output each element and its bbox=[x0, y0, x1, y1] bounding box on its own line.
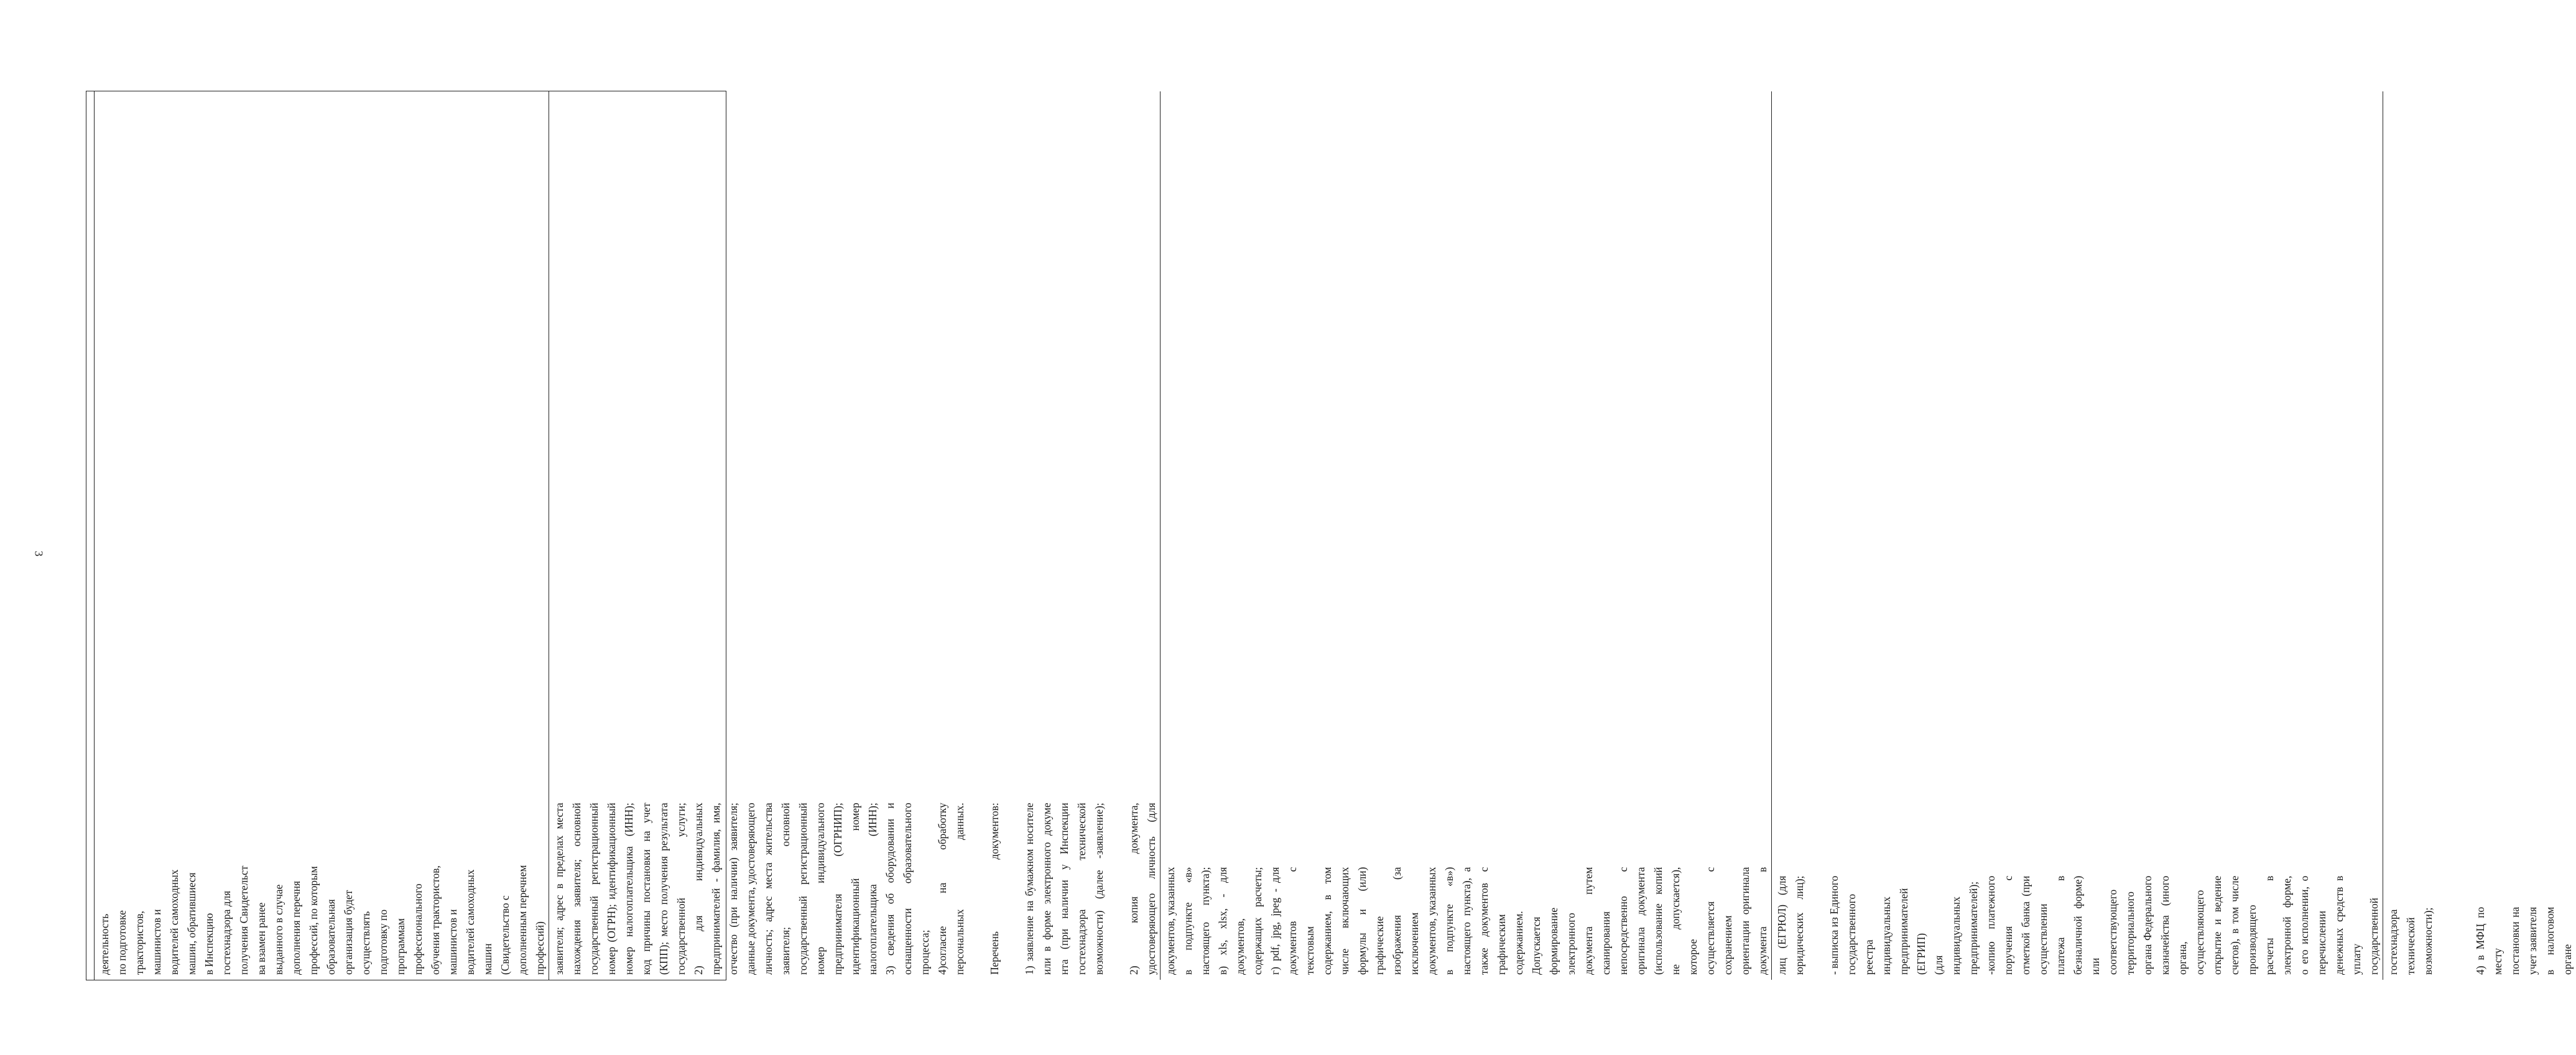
cell-text-line: документов, bbox=[1234, 918, 1246, 975]
cell-text-line: графические bbox=[1373, 916, 1386, 975]
cell-text-line: открытие и ведение bbox=[2211, 875, 2223, 975]
cell-text-line: дополненным перечнем bbox=[516, 865, 529, 975]
cell-text-line: машинистов и bbox=[447, 909, 459, 975]
cell-text-line: документа в bbox=[1756, 867, 1769, 975]
cell-text-line: в налоговом bbox=[2544, 906, 2556, 975]
cell-text-line: реестра bbox=[1863, 939, 1875, 975]
cell-submission-places bbox=[2383, 902, 2576, 980]
cell-text-line: ориентации оригинала bbox=[1739, 867, 1751, 975]
cell-text-line: сохранением bbox=[1721, 915, 1734, 975]
cell-text-line: код причины постановки на учет bbox=[640, 803, 652, 975]
cell-text-line: уплату bbox=[2350, 943, 2363, 975]
cell-text-line: деятельность bbox=[98, 913, 111, 975]
cell-text-line: предпринимателей bbox=[1897, 888, 1910, 975]
cell-text-line: 2) копия документа, bbox=[1128, 803, 1140, 975]
cell-text-line: осуществляющего bbox=[2194, 890, 2206, 975]
blank-line bbox=[968, 803, 986, 975]
cell-text-line: государственный регистрационный bbox=[797, 803, 809, 975]
cell-text-line: постановки на bbox=[2509, 906, 2521, 975]
cell-text-line: по подготовке bbox=[116, 910, 128, 975]
cell-text-line: учет заявителя bbox=[2526, 906, 2539, 975]
cell-text-line: гостехнадзора для bbox=[220, 890, 233, 975]
cell-text-line: возможности) (далее -заявление); bbox=[1093, 803, 1105, 975]
cell-text-line: индивидуальных bbox=[1950, 896, 1962, 975]
cell-text-line: органа, bbox=[2176, 941, 2189, 975]
cell-text-line: юридических лиц); bbox=[1793, 875, 1805, 975]
cell-text-line: документов, указанных bbox=[1164, 867, 1177, 975]
cell-text-line: в подпункте «в») bbox=[1443, 867, 1455, 975]
cell-text-line: территориального bbox=[2124, 891, 2136, 975]
cell-text-line: налогоплательщика (ИНН); bbox=[866, 803, 879, 975]
cell-text-line: Допускается bbox=[1530, 916, 1542, 975]
cell-text-line: или bbox=[2089, 957, 2101, 975]
table-row-registry-extracts bbox=[1772, 91, 2383, 980]
cell-text-line: электронного bbox=[1565, 913, 1577, 975]
page-number: 3 bbox=[32, 551, 45, 556]
cell-text-line: производящего bbox=[2246, 905, 2258, 975]
cell-text-line: дополнения перечня bbox=[290, 880, 302, 975]
cell-text-line: нта (при наличии у Инспекции bbox=[1058, 803, 1070, 975]
cell-text-line: отчество (при наличии) заявителя; bbox=[727, 803, 739, 975]
cell-text-line: оснащенности образовательного bbox=[901, 803, 914, 975]
cell-text-line: заявителя; основной bbox=[779, 803, 792, 975]
cell-text-line: которое bbox=[1687, 939, 1699, 975]
cell-text-line: г) pdf, jpg, jpeg - для bbox=[1269, 867, 1281, 975]
cell-text-line: предпринимателя (ОГРНИП); bbox=[832, 803, 844, 975]
cell-text-line: в) xls, xlsx, - для bbox=[1216, 867, 1229, 975]
cell-text-line: в Инспекцию bbox=[203, 913, 215, 975]
table-row-submission-places bbox=[2383, 91, 2576, 980]
cell-text-line: получения Свидетельст bbox=[238, 865, 250, 975]
cell-text-line: удостоверяющего личность (для bbox=[1145, 803, 1157, 975]
cell-text-line: предпринимателей); bbox=[1967, 881, 1980, 975]
cell-text-line: технической bbox=[2404, 917, 2417, 975]
cell-text-line: (для bbox=[1932, 955, 1945, 975]
cell-text-line: профессий) bbox=[534, 921, 546, 975]
cell-text-line: 1) заявление на бумажном носителе bbox=[1023, 803, 1035, 975]
cell-text-line: сканирования bbox=[1600, 911, 1612, 975]
blank-line bbox=[2454, 907, 2472, 975]
cell-text-line: возможности); bbox=[2422, 907, 2434, 975]
cell-text-line: профессионального bbox=[412, 883, 424, 975]
cell-text-line: платежа в bbox=[2054, 875, 2067, 975]
cell-text-line: счетов), в том числе bbox=[2228, 875, 2241, 975]
cell-text-line: (КПП); место получения результата bbox=[657, 803, 670, 975]
cell-text-line: подготовку по bbox=[377, 909, 389, 975]
cell-text-line: отметкой банка (при bbox=[2019, 875, 2032, 975]
cell-text-line: текстовым bbox=[1304, 926, 1316, 975]
cell-text-line: ва взамен ранее bbox=[255, 902, 267, 975]
cell-text-line: настоящего пункта), а bbox=[1460, 867, 1473, 975]
cell-text-line: трактористов, bbox=[133, 911, 146, 975]
cell-text-line: содержанием. bbox=[1513, 911, 1525, 975]
cell-registry-extracts bbox=[1772, 871, 2383, 980]
cell-text-line: графическим bbox=[1495, 914, 1508, 975]
cell-text-line: -копию платежного bbox=[1985, 875, 1997, 975]
cell-text-line: (Свидетельство с bbox=[499, 895, 511, 975]
cell-text-line: о его исполнении, о bbox=[2298, 875, 2310, 975]
cell-text-line: идентификационный номер bbox=[849, 803, 861, 975]
cell-text-line: государственного bbox=[1845, 893, 1858, 975]
cell-text-line: образовательная bbox=[325, 899, 337, 975]
cell-text-line: гостехнадзора технической bbox=[1075, 803, 1088, 975]
table-row-applicants bbox=[95, 91, 549, 980]
cell-text-line: лиц (ЕГРЮЛ) (для bbox=[1776, 875, 1788, 975]
cell-text-line: или в форме электронного докуме bbox=[1040, 803, 1053, 975]
cell-text-line: водителей самоходных bbox=[168, 869, 180, 975]
cell-text-line: номер налогоплательщика (ИНН); bbox=[623, 803, 635, 975]
cell-text-line: машинистов и bbox=[151, 909, 163, 975]
services-table bbox=[86, 91, 2574, 980]
cell-text-line: (ЕГРИП) bbox=[1915, 933, 1927, 975]
cell-text-line: процесса; bbox=[919, 929, 931, 975]
cell-text-line: осуществлять bbox=[359, 911, 372, 975]
table-row-empty bbox=[86, 91, 95, 980]
cell-document-formats bbox=[1161, 862, 1771, 980]
cell-text-line: профессий, по которым bbox=[307, 866, 320, 975]
cell-text-line: в подпункте «в» bbox=[1182, 867, 1194, 975]
cell-text-line: заявителя; адрес в пределах места bbox=[553, 803, 565, 975]
cell-text-line: органе bbox=[2561, 944, 2574, 975]
cell-text-line: поручения с bbox=[2002, 875, 2014, 975]
cell-text-line: формулы и (или) bbox=[1356, 867, 1368, 975]
cell-text-line: оригинала документа bbox=[1634, 867, 1647, 975]
cell-text-line: не допускается), bbox=[1669, 867, 1682, 975]
cell-text-line: государственный регистрационный bbox=[588, 803, 600, 975]
cell-text-line: числе включающих bbox=[1338, 867, 1351, 975]
cell-text-line: изображения (за bbox=[1391, 867, 1403, 975]
blank-line bbox=[1003, 803, 1021, 975]
cell-text-line: безналичной форме) bbox=[2072, 875, 2084, 975]
cell-text-line: документов, указанных bbox=[1425, 867, 1438, 975]
cell-text-line: персональных данных. bbox=[953, 803, 966, 975]
cell-text-line: машин bbox=[481, 943, 494, 975]
cell-text-line: номер индивидуального bbox=[814, 803, 827, 975]
table-row-document-formats bbox=[1161, 91, 1772, 980]
cell-text-line: обучения трактористов, bbox=[429, 865, 442, 975]
cell-text-line: 3) сведения об оборудовании и bbox=[884, 803, 896, 975]
cell-text-line: перечислении bbox=[2315, 910, 2328, 975]
cell-text-line: содержащих расчеты; bbox=[1251, 867, 1264, 975]
cell-text-line: выданного в случае bbox=[272, 884, 285, 975]
cell-text-line: 4)согласие на обработку bbox=[936, 803, 948, 975]
table-row-application-content bbox=[549, 91, 1161, 980]
cell-text-line: личность; адрес места жительства bbox=[762, 803, 774, 975]
cell-application-content bbox=[549, 798, 1160, 980]
cell-text-line: гостехнадзора bbox=[2387, 909, 2399, 975]
cell-text-line: исключением bbox=[1408, 912, 1420, 975]
cell-text-line: 2) для индивидуальных bbox=[692, 803, 705, 975]
table-cell bbox=[86, 970, 94, 980]
cell-text-line: казначейства (иного bbox=[2159, 875, 2171, 975]
cell-text-line: - выписка из Единого bbox=[1828, 875, 1840, 975]
cell-text-line: (использование копий bbox=[1652, 867, 1664, 975]
cell-text-line: машин, обратившиеся bbox=[185, 872, 198, 975]
cell-text-line: расчеты в bbox=[2263, 875, 2276, 975]
cell-applicant-category bbox=[95, 806, 549, 980]
table-frame bbox=[86, 91, 2574, 980]
cell-text-line: непосредственно с bbox=[1617, 867, 1629, 975]
cell-text-line: денежных средств в bbox=[2333, 875, 2345, 975]
cell-text-line: формирование bbox=[1547, 907, 1560, 975]
cell-text-line: программам bbox=[394, 918, 407, 975]
cell-text-line: нахождения заявителя; основной bbox=[570, 803, 583, 975]
cell-text-line: организация будет bbox=[342, 890, 354, 975]
cell-text-line: документа путем bbox=[1582, 867, 1595, 975]
cell-text-line: данные документа, удостоверяющего bbox=[744, 803, 757, 975]
cell-text-line: документов с bbox=[1286, 867, 1299, 975]
cell-text-line: предпринимателей - фамилия, имя, bbox=[710, 803, 722, 975]
cell-text-line: номер (ОГРН); идентификационный bbox=[605, 803, 618, 975]
cell-text-line: 4) в МФЦ по bbox=[2474, 906, 2486, 975]
blank-line bbox=[1108, 803, 1125, 975]
cell-text-line: соответствующего bbox=[2106, 889, 2119, 975]
cell-text-line: государственной bbox=[2368, 898, 2380, 975]
cell-text-line: осуществлении bbox=[2037, 903, 2049, 975]
cell-text-line: водителей самоходных bbox=[464, 869, 476, 975]
cell-text-line: государственной услуги; bbox=[675, 803, 687, 975]
blank-line bbox=[2437, 907, 2454, 975]
blank-line bbox=[1808, 876, 1825, 975]
cell-text-line: содержанием, в том bbox=[1321, 867, 1333, 975]
cell-text-line: месту bbox=[2491, 948, 2504, 975]
cell-text-line: также документов с bbox=[1478, 867, 1490, 975]
cell-text-line: электронной форме, bbox=[2281, 875, 2293, 975]
cell-text-line: Перечень документов: bbox=[988, 803, 1001, 975]
cell-text-line: органа Федерального bbox=[2141, 875, 2154, 975]
cell-text-line: индивидуальных bbox=[1880, 896, 1893, 975]
cell-text-line: настоящего пункта); bbox=[1199, 867, 1212, 975]
cell-text-line: осуществляется с bbox=[1704, 867, 1717, 975]
